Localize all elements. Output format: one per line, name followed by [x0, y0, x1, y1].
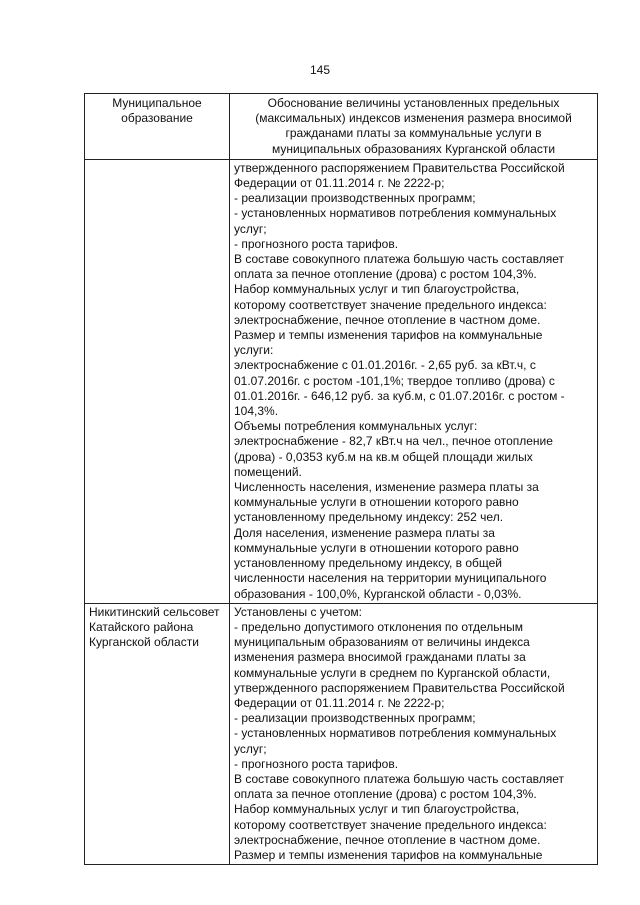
text-line: установленному предельному индексу, в общей [234, 556, 502, 571]
text-line: услуг; [234, 221, 267, 236]
text-line: Муниципальное [112, 96, 202, 110]
text-line: Установлены с учетом: [234, 604, 362, 619]
text-line: коммунальные услуги в среднем по Курганской области, [234, 665, 551, 680]
text-line: коммунальные услуги в отношении которого равно [234, 540, 519, 555]
text-line: В составе совокупного платежа большую часть составляет [234, 252, 565, 267]
text-line: электроснабжение с 01.01.2016г. - 2,65 руб. за кВт.ч, с [234, 358, 536, 373]
text-line: утвержденного распоряжением Правительства Российской [234, 160, 565, 175]
text-line: утвержденного распоряжением Правительства Российской [234, 680, 565, 695]
text-line: численности населения на территории муниципального [234, 571, 547, 586]
text-line: - реализации производственных программ; [234, 711, 476, 726]
text-line: - прогнозного роста тарифов. [234, 236, 399, 251]
table-row [85, 159, 598, 603]
text-line: Размер и темпы изменения тарифов на коммунальные [234, 847, 543, 862]
text-line: гражданами платы за коммунальные услуги в [285, 126, 542, 141]
text-line: которому соответствует значение предельного индекса: [234, 297, 547, 312]
text-line: (максимальных) индексов изменения размера вносимой [255, 111, 572, 126]
page-number: 145 [309, 63, 331, 77]
text-line: услуг; [234, 741, 267, 756]
text-line: электроснабжение - 82,7 кВт.ч на чел., печное отопление [234, 434, 553, 449]
table-header-row [85, 94, 598, 160]
justification-text-cell [230, 603, 598, 864]
text-line: изменения размера вносимой гражданами платы за [234, 650, 526, 665]
text-line: - прогнозного роста тарифов. [234, 756, 399, 771]
justification-text-cell [230, 159, 598, 603]
text-line: муниципальным образованиям от величины индекса [234, 635, 530, 650]
text-line: - установленных нормативов потребления коммунальных [234, 726, 557, 741]
text-line: оплата за печное отопление (дрова) с ростом 104,3%. [234, 787, 537, 802]
text-line: Размер и темпы изменения тарифов на коммунальные [234, 328, 543, 343]
text-line: - установленных нормативов потребления коммунальных [234, 206, 557, 221]
header-municipality [85, 94, 230, 160]
text-line: Набор коммунальных услуг и тип благоустройства, [234, 282, 520, 297]
text-line: В составе совокупного платежа большую часть составляет [234, 771, 565, 786]
text-line: - реализации производственных программ; [234, 191, 476, 206]
text-line: электроснабжение, печное отопление в частном доме. [234, 312, 541, 327]
text-line: электроснабжение, печное отопление в частном доме. [234, 832, 541, 847]
text-line: коммунальные услуги в отношении которого равно [234, 495, 519, 510]
text-line: Федерации от 01.11.2014 г. № 2222-р; [234, 695, 445, 710]
text-line: установленному предельному индексу: 252 чел. [234, 510, 504, 525]
text-line: Объемы потребления коммунальных услуг: [234, 419, 478, 434]
text-line: 01.01.2016г. - 646,12 руб. за куб.м, с 01.07.2016г. с ростом - [234, 388, 565, 403]
text-line: Федерации от 01.11.2014 г. № 2222-р; [234, 176, 445, 191]
text-line: 01.07.2016г. с ростом -101,1%; твердое топливо (дрова) с [234, 373, 555, 388]
text-line: услуги: [234, 343, 274, 358]
text-line: Численность населения, изменение размера платы за [234, 480, 539, 495]
table-row [85, 603, 598, 864]
text-line: которому соответствует значение предельного индекса: [234, 817, 547, 832]
text-line: Доля населения, изменение размера платы за [234, 525, 495, 540]
municipality-name-cell [85, 159, 230, 603]
text-line: Набор коммунальных услуг и тип благоустройства, [234, 802, 520, 817]
text-line: 104,3%. [234, 404, 279, 419]
text-line: Катайского района [89, 619, 194, 634]
text-line: Обоснование величины установленных предельных [267, 96, 560, 110]
text-line: муниципальных образованиях Курганской области [271, 141, 556, 156]
text-line: образования - 100,0%, Курганской области - 0,03%. [234, 586, 522, 601]
text-line: помещений. [234, 464, 302, 479]
municipality-name-cell [85, 603, 230, 864]
text-line: Никитинский сельсовет [89, 604, 220, 619]
justification-table [84, 93, 598, 865]
text-line: оплата за печное отопление (дрова) с ростом 104,3%. [234, 267, 537, 282]
header-justification [230, 94, 598, 160]
text-line: (дрова) - 0,0353 куб.м на кв.м общей площади жилых [234, 449, 533, 464]
text-line: образование [121, 111, 193, 126]
text-line: - предельно допустимого отклонения по отдельным [234, 619, 523, 634]
text-line: Курганской области [89, 635, 199, 650]
